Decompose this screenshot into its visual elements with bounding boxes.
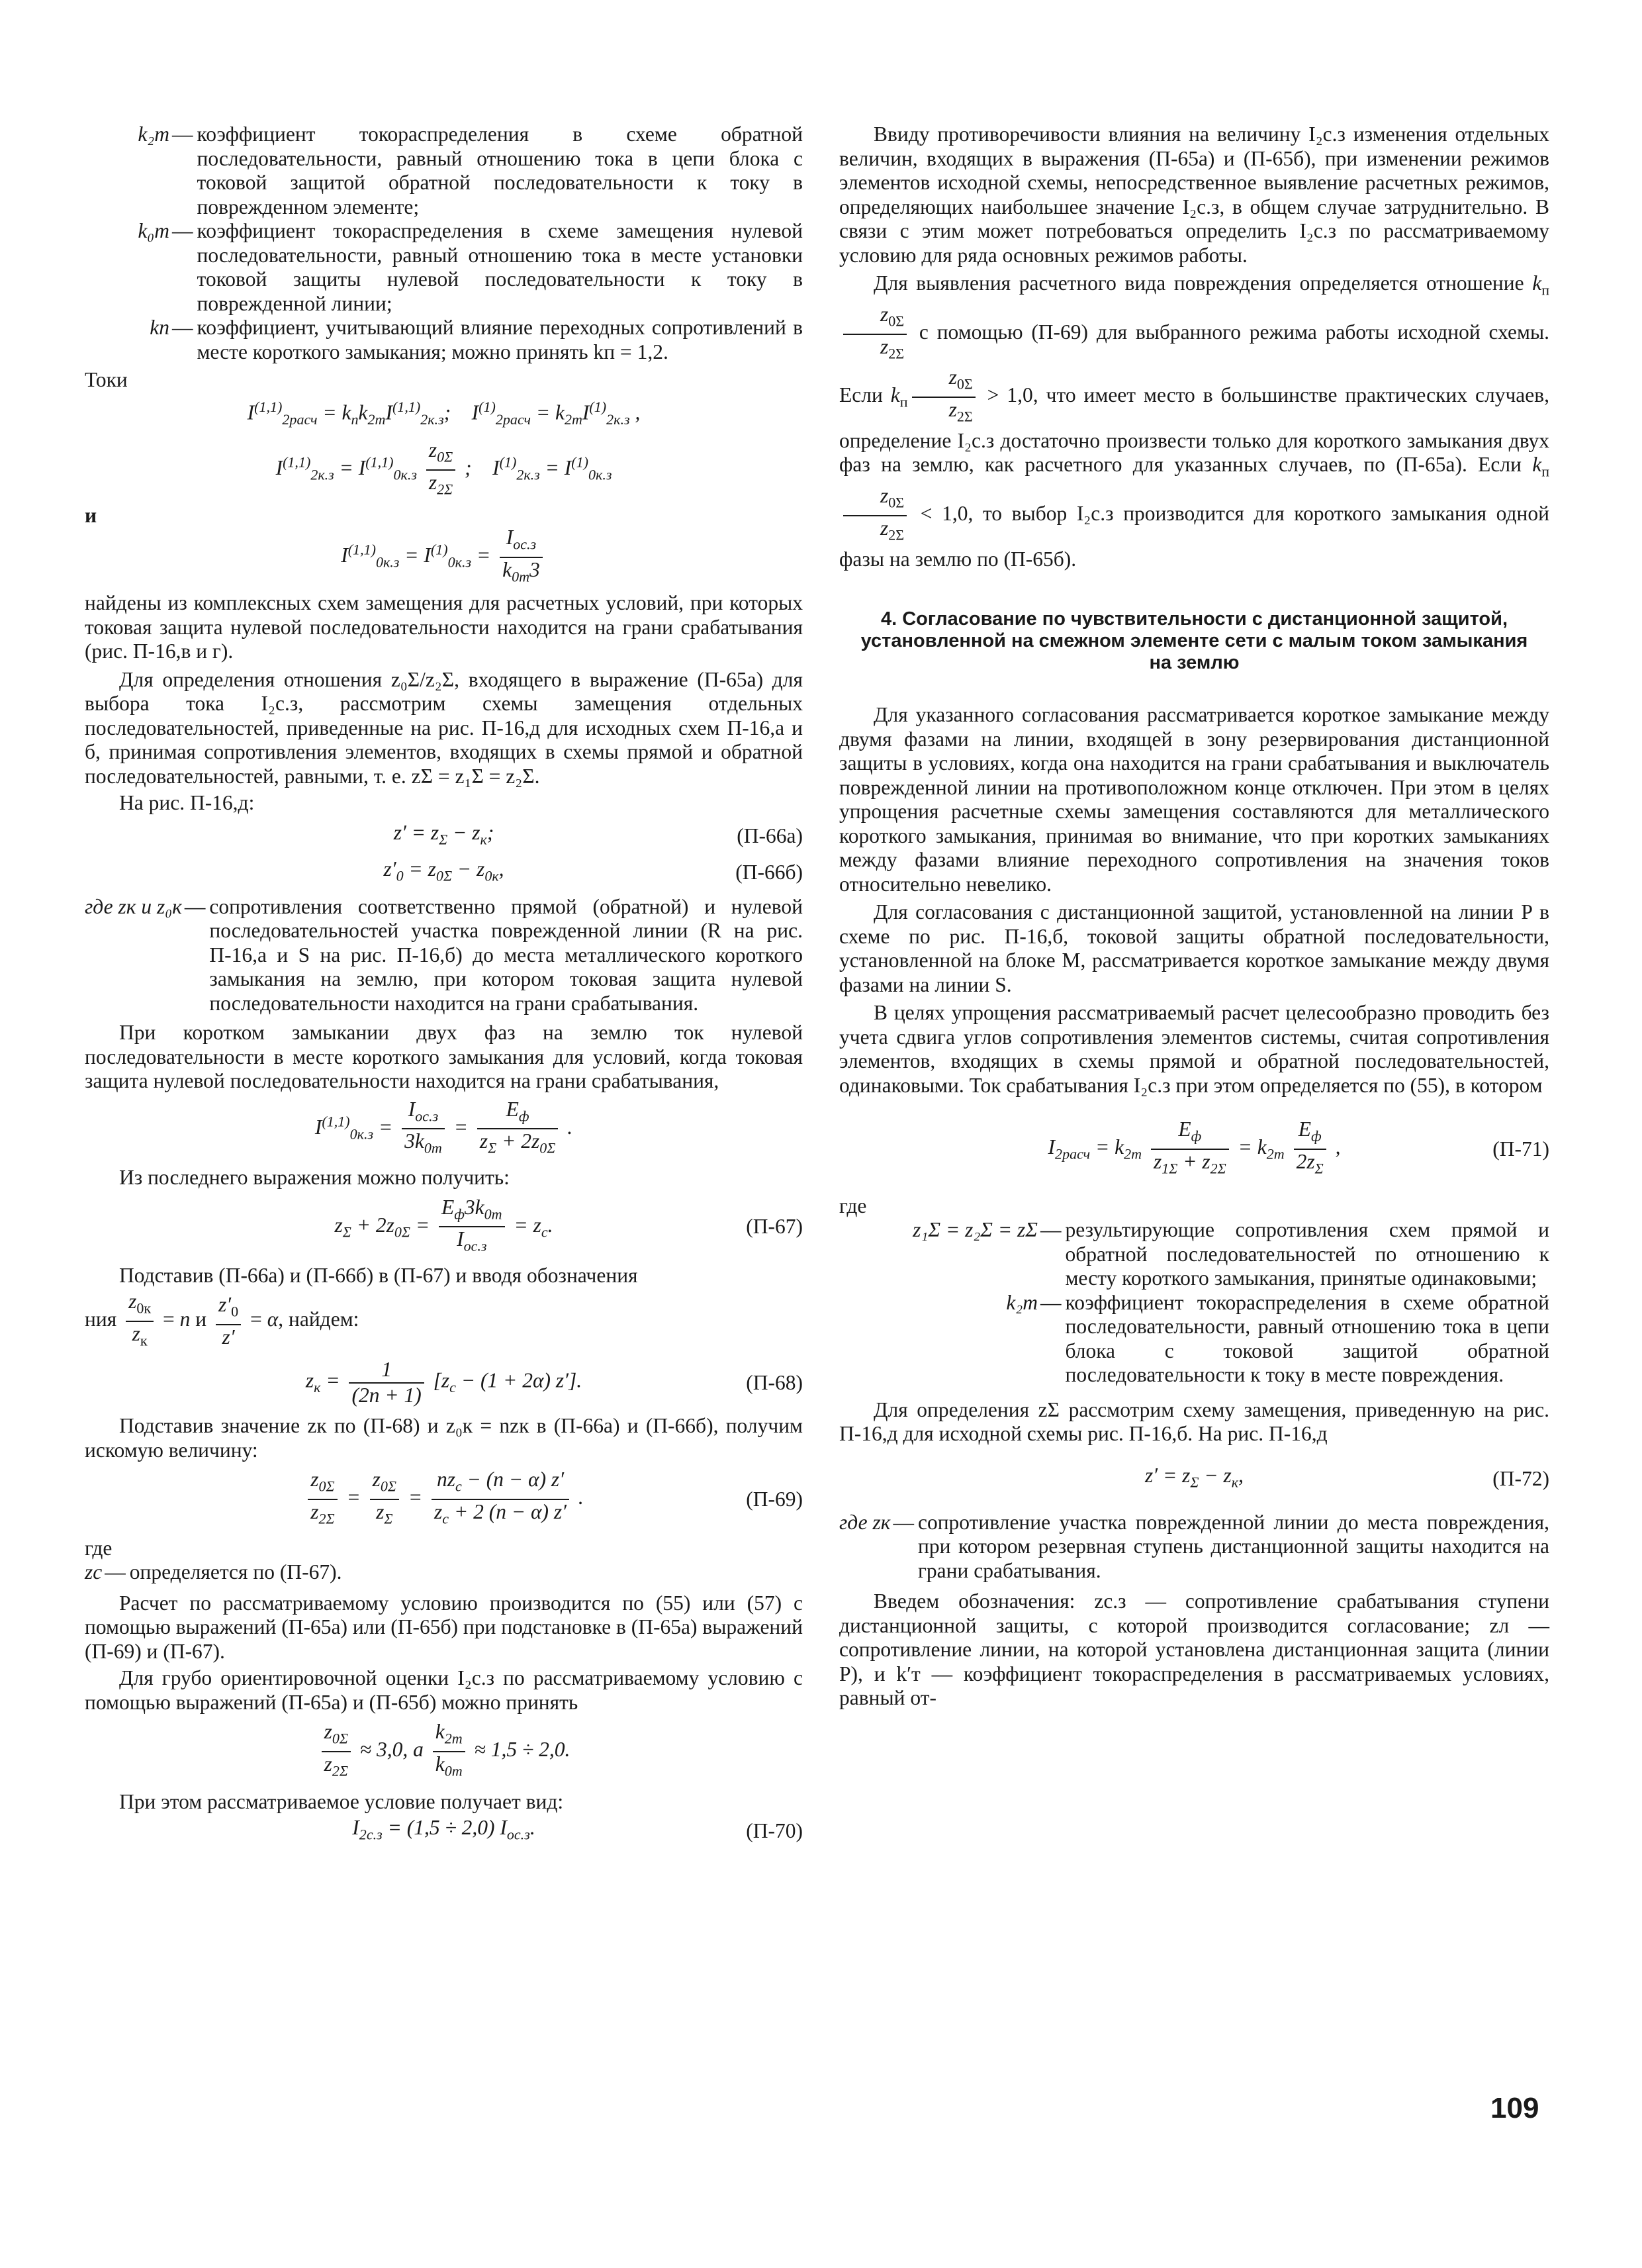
- definition-term: где zк: [839, 1510, 891, 1534]
- definition-text: сопротивление участка поврежденной линии до места повреждения, при котором резервная ступень дистанционной защиты находится на грани срабатывания.: [917, 1510, 1549, 1582]
- definition-zc: [85, 1560, 803, 1585]
- definition-k2: [839, 1291, 1549, 1388]
- where-label: где: [839, 1194, 867, 1217]
- equation-number: (П-72): [1492, 1467, 1549, 1491]
- paragraph-2: Для выявления расчетного вида повреждения определяется отношение $k_п$ $\frac{z_{0\Sigma}}{z_{2\Sigma}}$ с помощью (П-69) для выбранного режима работы исходной схемы. Если $k_п$ $\frac{z_{0\Sigma}}{z_{2\Sigma}}$ > 1,0, что имеет место в большинстве практических случаев, определение I₂с.з достаточно произвести только для короткого замыкания двух фаз на землю, как расчетного для указанных случаев, по (П-65а). Если $k_п$ $\frac{z_{0\Sigma}}{z_{2\Sigma}}$ < 1,0, то выбор I₂с.з производится для короткого замыкания одной фазы на землю по (П-65б).: [839, 271, 1550, 571]
- definition-term: k₀т: [138, 219, 169, 242]
- paragraph-subst2: Подставив значение zк по (П-68) и z₀к = nzк в (П-66а) и (П-66б), получим искомую величину:: [85, 1414, 803, 1462]
- dash: —: [172, 316, 193, 339]
- equation-number: (П-71): [1492, 1137, 1549, 1160]
- paragraph-2-part-a: Для выявления расчетного вида повреждения определяется отношение: [874, 271, 1524, 295]
- paragraph-2-part-c: что имеет место в большинстве практических случаев, определение I₂с.з достаточно произвести только для короткого замыкания двух фаз на землю, как расчетного для указанных случаев, по (П-65а). Если: [839, 383, 1549, 477]
- equation-69: $\frac{z_{0\Sigma}}{z_{2\Sigma}}$ = $\frac{z_{0\Sigma}}{z_\Sigma}$ = $\frac{nz_с - (n - \alpha) z'}{z_с + 2 (n - \alpha) z'}$ . (П-69): [85, 1468, 803, 1531]
- definition-k2t: [85, 122, 803, 219]
- equation-number: (П-70): [746, 1819, 803, 1842]
- definition-term: k₂т: [1006, 1290, 1038, 1314]
- paragraph-cond: При этом рассматриваемое условие получает вид:: [119, 1790, 564, 1814]
- paragraph-2-part-b: с помощью (П-69) для выбранного режима работы исходной схемы. Если: [839, 320, 1550, 407]
- definition-z1: [839, 1218, 1549, 1291]
- equation-70: $I_{2с.з} = (1,5 \div 2,0)$ $I_{ос.з}$. (П-70): [352, 1815, 803, 1842]
- right-column: [839, 122, 1549, 1711]
- left-column: [85, 122, 803, 1846]
- dash: —: [184, 894, 206, 918]
- definition-text: результирующие сопротивления схем прямой и обратной последовательностей по отношению к месту короткого замыкания, принятые одинаковыми;: [1065, 1218, 1549, 1290]
- equation-66a: $z' = z_\Sigma - z_к$; (П-66а): [393, 820, 803, 848]
- dash: —: [172, 219, 193, 242]
- paragraph-calc: Расчет по рассматриваемому условию производится по (55) или (57) с помощью выражений (П-65а) или (П-65б) при подстановке в (П-65а) выражений (П-69) и (П-67).: [85, 1591, 803, 1663]
- equation-currents-1: $I^{(1,1)}_{2расч} = k_пk_{2т}I^{(1,1)}_{2к.з}$; $I^{(1)}_{2расч} = k_{2т}I^{(1)}_{2к.з}$ ,: [247, 398, 641, 428]
- equation-number: (П-67): [746, 1215, 803, 1239]
- equation-71: $I_{2расч} = k_{2т}$ $\frac{E_ф}{z_{1\Sigma} + z_{2\Sigma}}$ = $k_{2т}$ $\frac{E_ф}{2z_\Sigma}$ , (П-71): [1048, 1117, 1549, 1177]
- paragraph-5: В целях упрощения рассматриваемый расчет целесообразно проводить без учета сдвига углов сопротивления элементов системы, считая сопротивления элементов, входящих в схемы прямой и обратной последовательностей, одинаковыми. Ток срабатывания I₂с.з при этом определяется по (55), в котором: [839, 1001, 1549, 1097]
- definition-text: коэффициент токораспределения в схеме обратной последовательности, равный отношению тока в цепи блока с токовой защитой обратной последовательности к току в поврежденном элементе;: [197, 122, 803, 218]
- definition-term: z₁Σ = z₂Σ = zΣ: [913, 1218, 1038, 1242]
- paragraph-rough: Для грубо ориентировочной оценки I₂с.з по рассматриваемому условию с помощью выражений (П-65а) и (П-65б) можно принять: [85, 1666, 803, 1714]
- definition-term: zс: [85, 1560, 103, 1584]
- dash: —: [172, 122, 193, 146]
- definition-term: kп: [150, 316, 169, 339]
- equation-68: $z_к$ = $\frac{1}{(2n + 1)}$ [$z_с - (1 + 2\alpha)$ z′]. (П-68): [305, 1358, 803, 1407]
- equation-number: (П-69): [746, 1487, 803, 1511]
- definition-k0t: [85, 219, 803, 316]
- paragraph-7: Введем обозначения: zс.з — сопротивление срабатывания ступени дистанционной защиты, с которой производится согласование; zл — сопротивление линии, на которой установлена дистанционная защита (линии P), и k′т — коэффициент токораспределения в рассматриваемых условиях, равный от-: [839, 1589, 1549, 1710]
- equation-66b: $z'_0 = z_{0\Sigma} - z_{0к}$, (П-66б): [383, 857, 803, 884]
- equation-72: $z' = z_\Sigma - z_к$, (П-72): [1145, 1463, 1549, 1491]
- paragraph-ratio: Для определения отношения z₀Σ/z₂Σ, входящего в выражение (П-65а) для выбора тока I₂с.з, рассмотрим схемы замещения отдельных последовательностей, приведенные на рис. П-16,д для исходных схем П-16,а и б, принимая сопротивления элементов, входящих в схемы прямой и обратной последовательностей, равными, т. е. zΣ = z₁Σ = z₂Σ.: [85, 667, 803, 788]
- paragraph-2-part-d: то выбор I₂с.з производится для короткого замыкания одной фазы на землю по (П-65б).: [839, 502, 1549, 571]
- section-heading: 4. Согласование по чувствительности с дистанционной защитой, установленной на смежном элементе сети с малым током замыкания на землю: [860, 608, 1528, 674]
- equation-approx: $\frac{z_{0\Sigma}}{z_{2\Sigma}}$ ≈ 3,0, а $\frac{k_{2т}}{k_{0т}}$ ≈ 1,5 ÷ 2,0.: [85, 1720, 803, 1783]
- definition-term: k₂т: [138, 122, 169, 146]
- definition-kp: [85, 316, 803, 364]
- paragraph-last-expr: Из последнего выражения можно получить:: [119, 1166, 510, 1190]
- paragraph-found: найдены из комплексных схем замещения для расчетных условий, при которых токовая защита нулевой последовательности находится на грани срабатывания (рис. П-16,в и г).: [85, 591, 803, 663]
- dash: —: [105, 1560, 126, 1584]
- equation-number: (П-66а): [737, 824, 803, 848]
- paragraph-3: Для указанного согласования рассматривается короткое замыкание между двумя фазами на линии, входящей в зону резервирования дистанционной защиты в условиях, когда она находится на грани срабатывания и выключатель поврежденной линии на противоположном конце отключен. При этом в целях упрощения расчетные схемы замещения составляются для металлического короткого замыкания, принимая во внимание, что при коротких замыканиях между фазами влияние переходного сопротивления на значения токов относительно невелико.: [839, 703, 1549, 896]
- dash: —: [893, 1510, 914, 1534]
- definition-text: сопротивления соответственно прямой (обратной) и нулевой последовательностей участка поврежденной линии (R на рис. П-16,а и S на рис. П-16,б) до места металлического короткого замыкания на землю, при котором токовая защита нулевой последовательности находится на грани срабатывания.: [209, 894, 803, 1015]
- equation-number: (П-66б): [735, 860, 803, 884]
- definition-text: коэффициент, учитывающий влияние переходных сопротивлений в месте короткого замыкания; можно принять kп = 1,2.: [197, 316, 803, 363]
- dash: —: [1040, 1218, 1062, 1242]
- paragraph-4: Для согласования с дистанционной защитой, установленной на линии P в схеме по рис. П-16,б, токовой защиты обратной последовательности, установленной на блоке M, рассматривается короткое замыкание между двумя фазами на линии S.: [839, 900, 1549, 996]
- notation-line: ния $\frac{z_{0к}}{z_к}$ = n и $\frac{z'_0}{z'}$ = α, найдем:: [85, 1289, 359, 1348]
- paragraph-short: При коротком замыкании двух фаз на землю ток нулевой последовательности в месте короткого замыкания для условий, когда токовая защита нулевой последовательности находится на грани срабатывания,: [85, 1021, 803, 1093]
- definition-text: коэффициент токораспределения в схеме замещения нулевой последовательности, равный отношению тока в месте установки токовой защиты нулевой последовательности к току в поврежденной линии;: [197, 219, 803, 315]
- definition-term: где zк и z₀к: [85, 894, 182, 918]
- paragraph-1: Ввиду противоречивости влияния на величину I₂с.з изменения отдельных величин, входящих в выражения (П-65а) и (П-65б), при изменении режимов элементов исходной схемы, непосредственное выявление расчетных режимов, определяющих наибольшее значение I₂с.з, в общем случае затруднительно. В связи с этим может потребоваться определить I₂с.з по рассматриваемому условию для ряда основных режимов работы.: [839, 122, 1549, 267]
- and-label: и: [85, 504, 97, 528]
- paragraph-fig: На рис. П-16,д:: [119, 791, 255, 815]
- definition-zk: [85, 895, 803, 1016]
- equation-zero-current: $I^{(1,1)}_{0к.з} = I^{(1)}_{0к.з}$ = $\frac{I_{ос.з}}{k_{0т}3}$: [85, 526, 803, 589]
- where-label: где: [85, 1536, 113, 1560]
- currents-label: Токи: [85, 368, 128, 391]
- equation-number: (П-68): [746, 1370, 803, 1394]
- definition-text: коэффициент токораспределения в схеме обратной последовательности, равный отношению тока в цепи блока с токовой защитой обратной последовательности к току в месте повреждения.: [1065, 1290, 1549, 1387]
- definition-text: определяется по (П-67).: [129, 1560, 342, 1584]
- equation-i0kz: I$^{(1,1)}_{0к.з}$ = $\frac{I_{ос.з}}{3k_{0т}}$ = $\frac{E_ф}{z_\Sigma + 2z_{0\Sigma}}$ .: [314, 1097, 573, 1157]
- paragraph-6: Для определения zΣ рассмотрим схему замещения, приведенную на рис. П-16,д для исходной схемы рис. П-16,б. На рис. П-16,д: [839, 1397, 1549, 1446]
- notation-end: , найдем:: [278, 1307, 359, 1331]
- page-number: 109: [1490, 2092, 1539, 2124]
- definition-zk2: [839, 1511, 1549, 1583]
- equation-currents-2: I$^{(1,1)}_{2к.з}$ = I$^{(1,1)}_{0к.з}$ $\frac{z_{0\Sigma}}{z_{2\Sigma}}$ ; $I^{(1)}_{2к.з} = I^{(1)}_{0к.з}$: [275, 438, 612, 497]
- paragraph-subst: Подставив (П-66а) и (П-66б) в (П-67) и вводя обозначения: [119, 1264, 638, 1288]
- equation-67: $z_\Sigma + 2z_{0\Sigma}$ = $\frac{E_ф3k_{0т}}{I_{ос.з}}$ = $z_с$. (П-67): [334, 1195, 803, 1254]
- dash: —: [1040, 1290, 1062, 1314]
